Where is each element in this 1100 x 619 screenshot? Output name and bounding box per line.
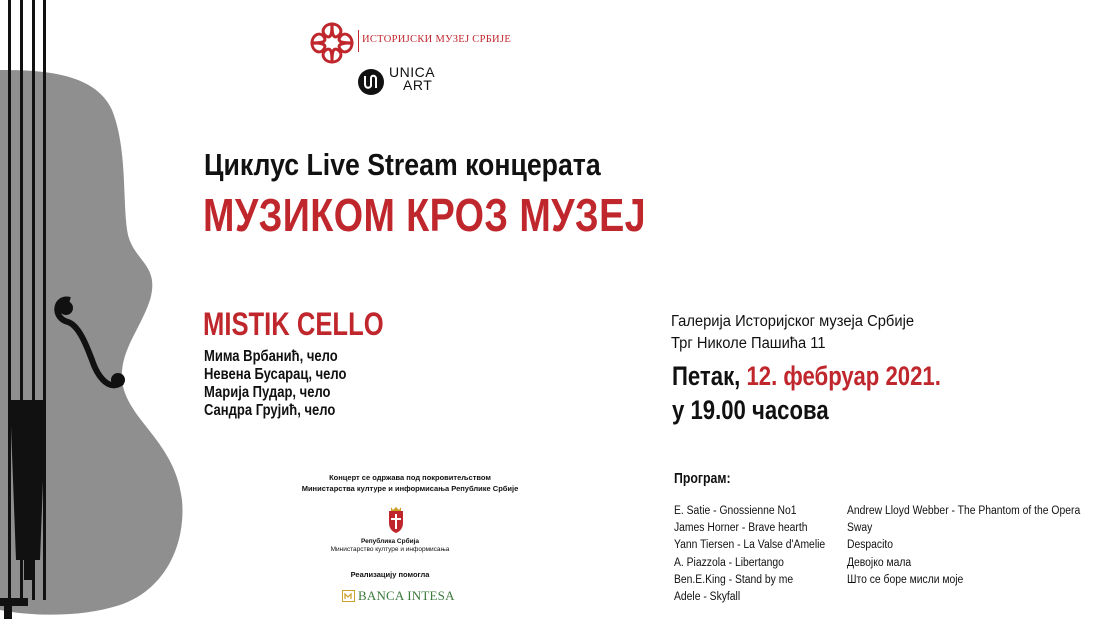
program-item: Despacito (847, 539, 894, 552)
program-item: Yann Tiersen - La Valse d'Amelie (674, 539, 826, 552)
realized-by-label: Реализацију помогла (350, 570, 430, 579)
program-item: E. Satie - Gnossienne No1 (674, 505, 797, 517)
program-list-left (674, 503, 825, 606)
cello-illustration (0, 0, 190, 619)
program-item: A. Piazzola - Libertango (674, 556, 784, 569)
event-date-value: 12. фебруар 2021. (746, 361, 941, 391)
venue-name: Галерија Историјског музеја Србије (671, 313, 915, 330)
museum-name: ИСТОРИЈСКИ МУЗЕЈ СРБИЈЕ (362, 34, 512, 45)
program-label: Програм: (674, 470, 731, 487)
program-item: James Horner - Brave hearth (674, 522, 808, 535)
ensemble-name: MISTIK CELLO (203, 306, 384, 342)
unica-art-wordmark (389, 66, 435, 92)
patronage-note (260, 472, 560, 494)
performer: Мима Врбанић, чело (204, 348, 338, 365)
venue-address: Трг Николе Пашића 11 (671, 335, 826, 352)
bank-name: BANCA INTESA (358, 588, 455, 603)
patronage-line: Министарства културе и информисања Републике Србије (301, 484, 519, 493)
unica-art-logo-icon (357, 68, 385, 96)
art-word: ART (403, 77, 433, 93)
performer: Сандра Грујић, чело (204, 402, 336, 419)
event-time: у 19.00 часова (672, 395, 829, 425)
ministry-name: Министарство културе и информисања (330, 546, 450, 553)
performer: Марија Пудар, чело (204, 384, 331, 401)
program-item: Sway (847, 522, 873, 535)
unica-word: UNICA (389, 64, 436, 80)
serbia-coat-of-arms-icon (385, 505, 407, 535)
concert-title: МУЗИКОМ КРОЗ МУЗЕЈ (203, 189, 647, 241)
ministry-label (260, 538, 520, 554)
performer: Невена Бусарац, чело (204, 366, 347, 383)
patronage-line: Концерт се одржава под покровитељством (329, 473, 491, 482)
performers-list (204, 348, 346, 420)
event-date (672, 361, 941, 392)
program-item: Што се боре мисли моје (847, 573, 964, 586)
logo-divider (358, 30, 359, 52)
program-item: Ben.E.King - Stand by me (674, 573, 794, 586)
bank-logo-icon (342, 590, 355, 602)
republic-name: Република Србија (360, 538, 420, 545)
program-item: Andrew Lloyd Webber - The Phantom of the Opera (847, 505, 1081, 517)
program-item: Девојко мала (847, 556, 912, 569)
event-day: Петак, (672, 361, 741, 391)
museum-logo-icon (306, 18, 358, 68)
program-item: Adele - Skyfall (674, 590, 741, 603)
program-list-right (847, 503, 1080, 589)
venue (671, 311, 914, 355)
tailpiece (10, 400, 46, 560)
cycle-subtitle: Циклус Live Stream концерата (204, 147, 601, 182)
